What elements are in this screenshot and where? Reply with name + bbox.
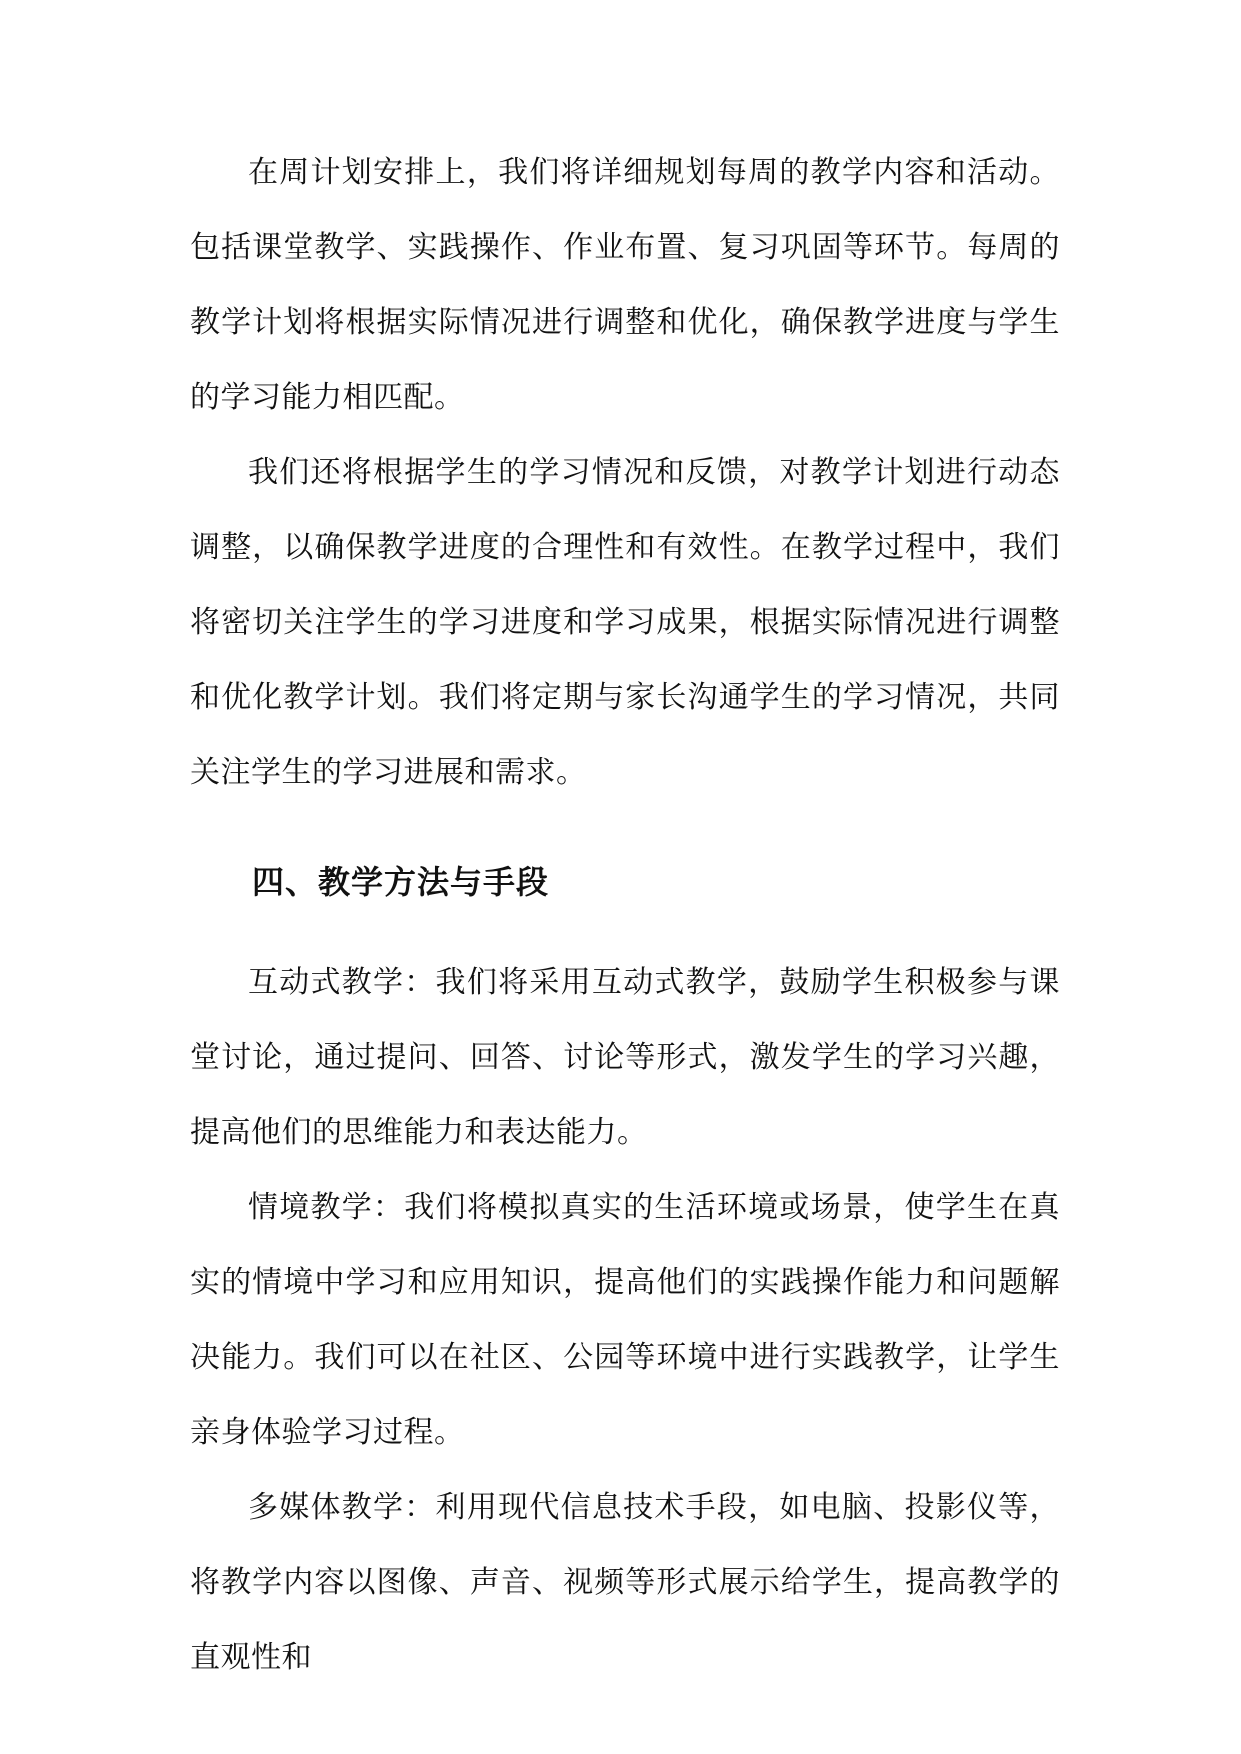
paragraph-dynamic-adjustment: 我们还将根据学生的学习情况和反馈，对教学计划进行动态调整，以确保教学进度的合理性和有效性。在教学过程中，我们将密切关注学生的学习进度和学习成果，根据实际情况进行调整和优化教学计划。我们将定期与家长沟通学生的学习情况，共同关注学生的学习进展和需求。: [190, 455, 1060, 790]
paragraph-multimedia-teaching: 多媒体教学：利用现代信息技术手段，如电脑、投影仪等，将教学内容以图像、声音、视频等形式展示给学生，提高教学的直观性和: [190, 1490, 1060, 1675]
paragraph-interactive-teaching: 互动式教学：我们将采用互动式教学，鼓励学生积极参与课堂讨论，通过提问、回答、讨论等形式，激发学生的学习兴趣，提高他们的思维能力和表达能力。: [190, 965, 1060, 1150]
paragraph-weekly-plan: 在周计划安排上，我们将详细规划每周的教学内容和活动。包括课堂教学、实践操作、作业布置、复习巩固等环节。每周的教学计划将根据实际情况进行调整和优化，确保教学进度与学生的学习能力相匹配。: [190, 155, 1060, 415]
section-heading-teaching-methods: 四、教学方法与手段: [252, 863, 550, 901]
paragraph-situational-teaching: 情境教学：我们将模拟真实的生活环境或场景，使学生在真实的情境中学习和应用知识，提高他们的实践操作能力和问题解决能力。我们可以在社区、公园等环境中进行实践教学，让学生亲身体验学习过程。: [190, 1190, 1060, 1450]
